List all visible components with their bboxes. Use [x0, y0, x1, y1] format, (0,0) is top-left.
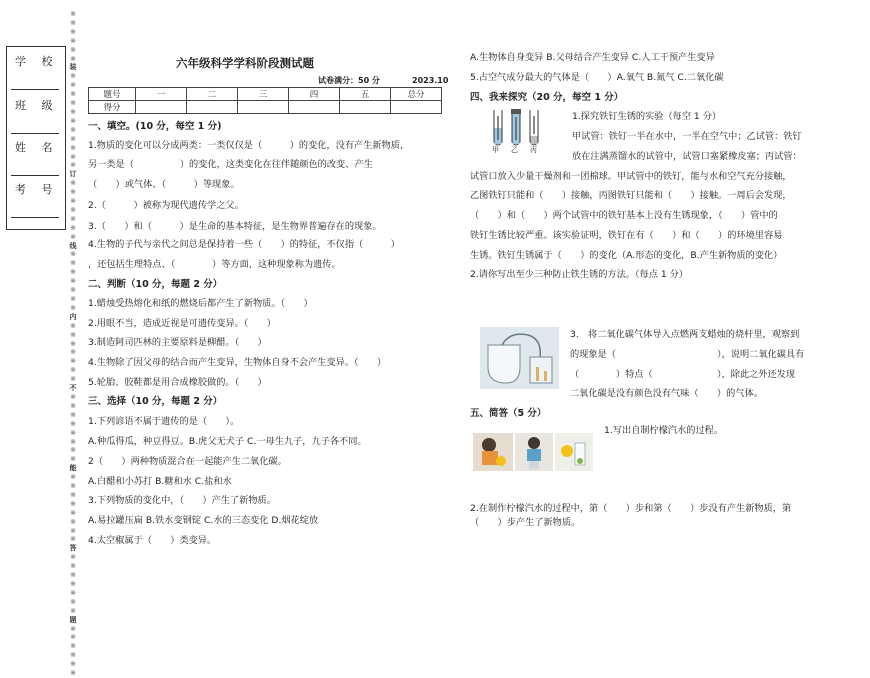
score-header-cell: 二 — [187, 88, 238, 101]
score-header-cell: 总分 — [391, 88, 442, 101]
score-row-label: 得分 — [89, 101, 136, 114]
binding-char: 题 — [69, 615, 77, 624]
question-text: 5.轮胎、胶鞋都是用合成橡胶做的。（ ） — [88, 377, 267, 388]
score-table-row — [89, 101, 442, 114]
class-line[interactable] — [11, 133, 59, 134]
question-text: 乙图铁钉只能和（ ）接触，丙图铁钉只能和（ ）接触。一周后会发现， — [470, 190, 792, 201]
tube-label: 乙 — [511, 146, 518, 154]
score-header-cell: 一 — [136, 88, 187, 101]
question-text: ，还包括生理特点、（ ）等方面，这种现象称为遗传。 — [88, 259, 341, 270]
question-text: 2（ ）两种物质混合在一起能产生二氧化碳。 — [88, 456, 287, 467]
question-text: （ ）特点（ ），除此之外还发现 — [570, 369, 796, 380]
page-title: 六年级科学学科阶段测试题 — [176, 56, 314, 70]
score-table-header — [89, 88, 442, 101]
score-cell[interactable] — [136, 101, 187, 114]
section-choice: 三、选择（10 分，每题 2 分） — [88, 396, 223, 407]
binding-char: 订 — [69, 170, 77, 179]
question-text: 1.蜡烛受热熔化和纸的燃烧后都产生了新物质。（ ） — [88, 298, 313, 309]
score-table — [88, 87, 442, 114]
question-text: 3.（ ）和（ ）是生命的基本特征，是生物界普遍存在的现象。 — [88, 221, 382, 232]
question-text: 3. 将二氧化碳气体导入点燃两支蜡烛的烧杆里，观察到 — [570, 329, 800, 340]
student-info-box — [6, 46, 66, 230]
question-options: A.种瓜得瓜，种豆得豆。B.虎父无犬子 C.一母生九子，九子各不同。 — [88, 436, 367, 447]
question-text: 4.太空椒属于（ ）类变异。 — [88, 535, 217, 546]
lemonade-step-photo-3 — [555, 433, 593, 471]
binding-char: 不 — [69, 384, 77, 393]
score-cell[interactable] — [391, 101, 442, 114]
tube-label: 丙 — [530, 146, 537, 154]
question-options: A.易拉罐压扁 B.铁水变钢锭 C.水的三态变化 D.烟花绽放 — [88, 515, 319, 526]
question-text: （ ）步产生了新物质。 — [470, 517, 581, 528]
number-label: 考 号 — [15, 183, 59, 196]
lemonade-step-photo-2 — [515, 433, 553, 471]
score-cell[interactable] — [340, 101, 391, 114]
section-explore: 四、我来探究（20 分，每空 1 分） — [470, 92, 624, 103]
binding-char: 线 — [69, 241, 77, 250]
school-line[interactable] — [11, 89, 59, 90]
name-label: 姓 名 — [15, 141, 59, 154]
score-total: 试卷满分：50 分 — [318, 76, 380, 85]
binding-char: 答 — [69, 544, 77, 553]
question-text: 5.占空气成分最大的气体是（ ）A.氧气 B.氮气 C.二氧化碳 — [470, 72, 724, 83]
question-text: （ ）或气体、（ ）等现象。 — [88, 179, 240, 190]
section-short-answer: 五、简答（5 分） — [470, 408, 547, 419]
question-text: 放在注满蒸馏水的试管中，试管口塞紧橡皮塞；丙试管： — [572, 151, 802, 162]
school-label: 学 校 — [15, 55, 59, 68]
question-options: A.白醋和小苏打 B.糖和水 C.盐和水 — [88, 476, 232, 487]
binding-char: 内 — [69, 312, 77, 321]
class-label: 班 级 — [15, 99, 59, 112]
score-header-cell: 题号 — [89, 88, 136, 101]
question-text: 1.物质的变化可以分成两类：一类仅仅是（ ）的变化，没有产生新物质， — [88, 140, 410, 151]
question-options: A.生物体自身变异 B.父母结合产生变异 C.人工干预产生变异 — [470, 52, 715, 63]
exam-date: 2023.10 — [412, 76, 449, 85]
question-text: 1.写出自制柠檬汽水的过程。 — [604, 425, 724, 436]
question-text: 4.生物的子代与亲代之间总是保持着一些（ ）的特征，不仅指（ ） — [88, 239, 400, 250]
question-text: （ ）和（ ）两个试管中的铁钉基本上没有生锈现象，（ ）管中的 — [470, 210, 778, 221]
question-text: 另一类是（ ）的变化，这类变化在往伴随颜色的改变、产生 — [88, 159, 373, 170]
tube-label: 甲 — [492, 146, 499, 154]
name-line[interactable] — [11, 175, 59, 176]
score-cell[interactable] — [289, 101, 340, 114]
question-text: 3.制造阿司匹林的主要原料是柳醋。（ ） — [88, 337, 267, 348]
binding-char: 装 — [69, 63, 77, 72]
question-text: 2.用眼不当，造成近视是可遗传变异。（ ） — [88, 318, 276, 329]
lemonade-step-photo-1 — [473, 433, 513, 471]
score-header-cell: 四 — [289, 88, 340, 101]
score-cell[interactable] — [238, 101, 289, 114]
number-line[interactable] — [11, 217, 59, 218]
question-text: 1.下列谚语不属于遗传的是（ ）。 — [88, 416, 240, 427]
binding-line: ※ ※ ※ ※ ※ ※ 装 ※ ※ ※ ※ ※ ※ ※ ※ ※ ※ ※ 订 ※ ※ ※ ※ ※ ※ ※ 线 ※ ※ ※ ※ ※ ※ ※ 内 ※ ※ ※ ※ ※ ※ ※ 不 ※ ※ ※ ※ ※ ※ ※ ※ 能 ※ ※ ※ ※ ※ ※ ※ ※ 答 ※ ※ ※ ※ ※ ※ ※ 题 ※ ※ ※ ※ ※ ※ — [69, 10, 77, 678]
question-text: 2.在制作柠檬汽水的过程中，第（ ）步和第（ ）步没有产生新物质，第 — [470, 503, 792, 514]
question-text: 二氧化碳是没有颜色没有气味（ ）的气体。 — [570, 388, 763, 399]
question-text: 试管口放入少量干燥剂和一团棉球。甲试管中的铁钉，能与水和空气充分接触， — [470, 171, 792, 182]
question-text: 甲试管：铁钉一半在水中，一半在空气中；乙试管：铁钉 — [572, 131, 802, 142]
question-text: 3.下列物质的变化中，（ ）产生了新物质。 — [88, 495, 276, 506]
section-true-false: 二、判断（10 分，每题 2 分） — [88, 279, 223, 290]
score-header-cell: 五 — [340, 88, 391, 101]
section-fill-blank: 一、填空。(10 分，每空 1 分) — [88, 121, 222, 132]
score-header-cell: 三 — [238, 88, 289, 101]
question-text: 生锈。铁钉生锈属于（ ）的变化（A.形态的变化，B.产生新物质的变化） — [470, 250, 783, 261]
question-text: 铁钉生锈比较严重。该实验证明，铁钉在有（ ）和（ ）的环境里容易 — [470, 230, 783, 241]
binding-char: 能 — [69, 464, 77, 473]
experiment-photo — [480, 327, 559, 389]
question-text: 2.请你写出至少三种防止铁生锈的方法。（每点 1 分） — [470, 269, 688, 280]
question-text: 4.生物除了因父母的结合而产生变异，生物体自身不会产生变异。（ ） — [88, 357, 387, 368]
score-cell[interactable] — [187, 101, 238, 114]
question-text: 1.探究铁钉生锈的实验（每空 1 分） — [572, 111, 722, 122]
question-text: 2.（ ）被称为现代遗传学之父。 — [88, 200, 244, 211]
question-text: 的现象是（ ），说明二氧化碳具有 — [570, 349, 805, 360]
